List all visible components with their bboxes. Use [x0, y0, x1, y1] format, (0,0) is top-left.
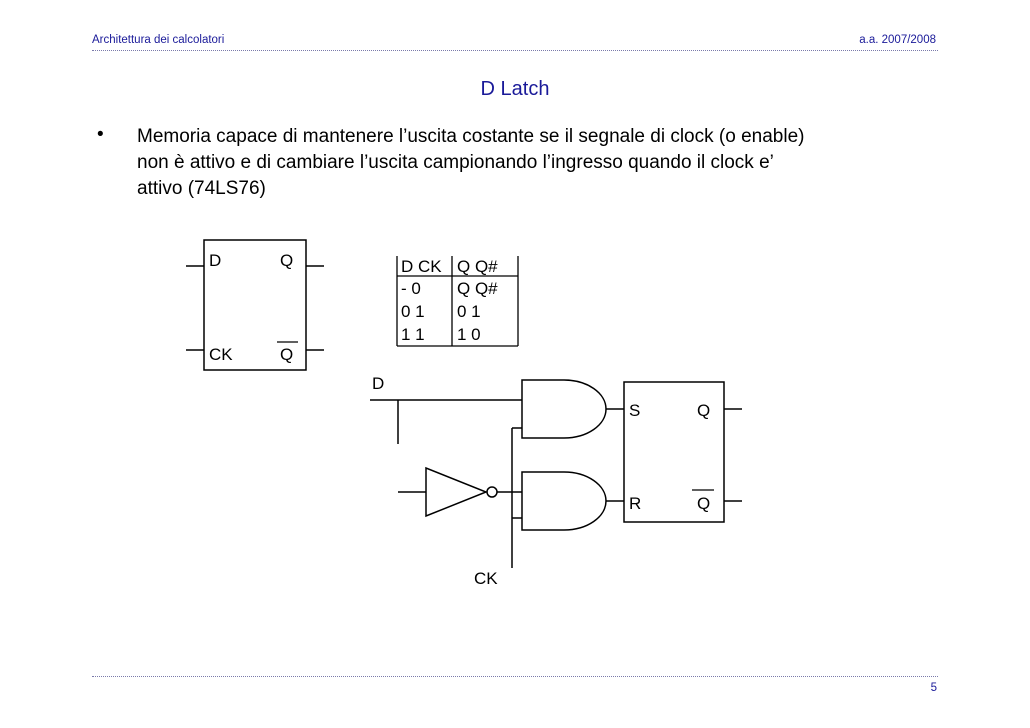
slide-title: D Latch	[480, 78, 550, 100]
sr-q-label: Q	[697, 401, 711, 420]
block-qbar-label: Q	[280, 345, 294, 364]
truth-table	[397, 256, 518, 346]
inverter-icon	[426, 468, 486, 516]
course-title: Architettura dei calcolatori	[92, 34, 225, 46]
block-q-label: Q	[280, 251, 294, 270]
d-latch-block-symbol	[186, 240, 324, 370]
bullet-line: attivo (74LS76)	[137, 178, 266, 199]
table-cell: 0 1	[401, 302, 425, 321]
bullet-line: non è attivo e di cambiare l’uscita campionando l’ingresso quando il clock e’	[137, 152, 774, 173]
sr-r-label: R	[629, 494, 642, 513]
block-d-label: D	[209, 251, 222, 270]
circuit-d-label: D	[372, 374, 385, 393]
table-cell: Q Q#	[457, 279, 498, 298]
academic-year: a.a. 2007/2008	[859, 34, 936, 46]
sr-qbar-label: Q	[697, 494, 711, 513]
sr-s-label: S	[629, 401, 641, 420]
bullet-line: Memoria capace di mantenere l’uscita costante se il segnale di clock (o enable)	[137, 126, 805, 147]
page-number: 5	[930, 682, 937, 694]
inverter-bubble	[487, 487, 497, 497]
circuit-ck-label: CK	[474, 569, 498, 588]
d-latch-circuit	[370, 380, 742, 568]
table-cell: Q Q#	[457, 257, 498, 276]
table-cell: 1 0	[457, 325, 481, 344]
block-ck-label: CK	[209, 345, 233, 364]
bullet-icon: •	[97, 124, 104, 145]
and-gate-bottom-icon	[522, 472, 606, 530]
and-gate-top-icon	[522, 380, 606, 438]
table-cell: D CK	[401, 257, 442, 276]
table-cell: 0 1	[457, 302, 481, 321]
table-cell: 1 1	[401, 325, 425, 344]
footer-divider	[92, 676, 938, 677]
table-cell: - 0	[401, 279, 421, 298]
